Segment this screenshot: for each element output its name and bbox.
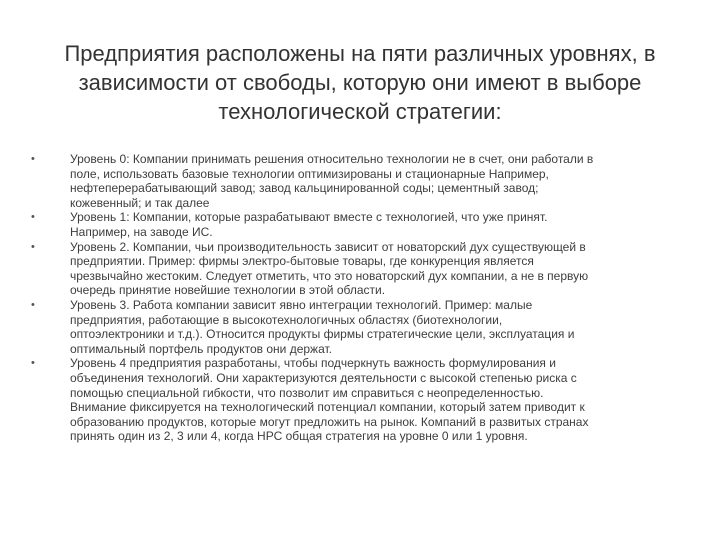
slide-title bbox=[30, 39, 690, 126]
bullet-text-line: чрезвычайно жестоким. Следует отметить, что это новаторский дух компании, а не в первую bbox=[70, 268, 589, 283]
bullet-text-line: поле, использовать базовые технологии оптимизированы и стационарные Например, bbox=[70, 166, 549, 181]
bullet-text-line: Уровень 0: Компании принимать решения относительно технологии не в счет, они работали в bbox=[70, 152, 594, 166]
bullet-text-line: объединения технологий. Они характеризуются деятельности с высокой степенью риска с bbox=[70, 370, 577, 385]
bullet-text-line: Уровень 1: Компании, которые разрабатывают вместе с технологией, что уже принят. bbox=[70, 210, 548, 225]
bullet-text-line: принять один из 2, 3 или 4, когда НРС общая стратегия на уровне 0 или 1 уровня. bbox=[70, 429, 528, 444]
bullet-dot-icon: • bbox=[31, 298, 35, 311]
bullet-dot-icon: • bbox=[31, 240, 35, 253]
bullet-text-line: Внимание фиксируется на технологический потенциал компании, который затем приводит к bbox=[70, 400, 585, 415]
slide-title-line: технологической стратегии: bbox=[218, 98, 502, 124]
bullet-text-line: очередь принятие новейшие технологии в этой области. bbox=[70, 283, 386, 298]
bullet-text-line: кожевенный; и так далее bbox=[70, 195, 210, 210]
bullet-text-line: Например, на заводе ИС. bbox=[70, 224, 213, 239]
bullet-dot-icon: • bbox=[31, 357, 35, 370]
bullet-text-line: нефтеперерабатывающий завод; завод кальцинированной соды; цементный завод; bbox=[70, 181, 539, 196]
bullet-text-line: предприятия, работающие в высокотехнологичных областях (биотехнологии, bbox=[70, 312, 503, 327]
bullet-text-line: образованию продуктов, которые могут предложить на рынок. Компаний в развитых странах bbox=[70, 414, 589, 429]
slide-title-line: зависимости от свободы, которую они имеют в выборе bbox=[78, 69, 642, 95]
bullet-text-line: помощью специальной гибкости, что позволит им справиться с неопределенностью. bbox=[70, 385, 544, 400]
bullet-text-line: Уровень 2. Компании, чьи производительность зависит от новаторский дух существующей в bbox=[70, 239, 586, 254]
bullet-dot-icon: • bbox=[31, 153, 35, 165]
bullet-level-3 bbox=[24, 298, 684, 356]
bullet-list bbox=[24, 152, 684, 444]
bullet-level-1 bbox=[24, 210, 684, 239]
slide-title-line: Предприятия расположены на пяти различных уровнях, в bbox=[64, 40, 656, 66]
bullet-level-0 bbox=[24, 152, 684, 210]
bullet-level-4 bbox=[24, 356, 684, 444]
bullet-text-line: предприятии. Пример: фирмы электро-бытовые товары, где конкуренция является bbox=[70, 254, 534, 269]
bullet-level-2 bbox=[24, 240, 684, 298]
bullet-dot-icon: • bbox=[31, 211, 35, 224]
bullet-text-line: оптоэлектроники и т.д.). Относится продукты фирмы стратегические цели, эксплуатация и bbox=[70, 327, 575, 342]
bullet-text-line: оптимальный портфель продуктов они держат. bbox=[70, 341, 332, 356]
bullet-text-line: Уровень 4 предприятия разработаны, чтобы подчеркнуть важность формулирования и bbox=[70, 356, 556, 371]
bullet-text-line: Уровень 3. Работа компании зависит явно интеграции технологий. Пример: малые bbox=[70, 297, 533, 312]
